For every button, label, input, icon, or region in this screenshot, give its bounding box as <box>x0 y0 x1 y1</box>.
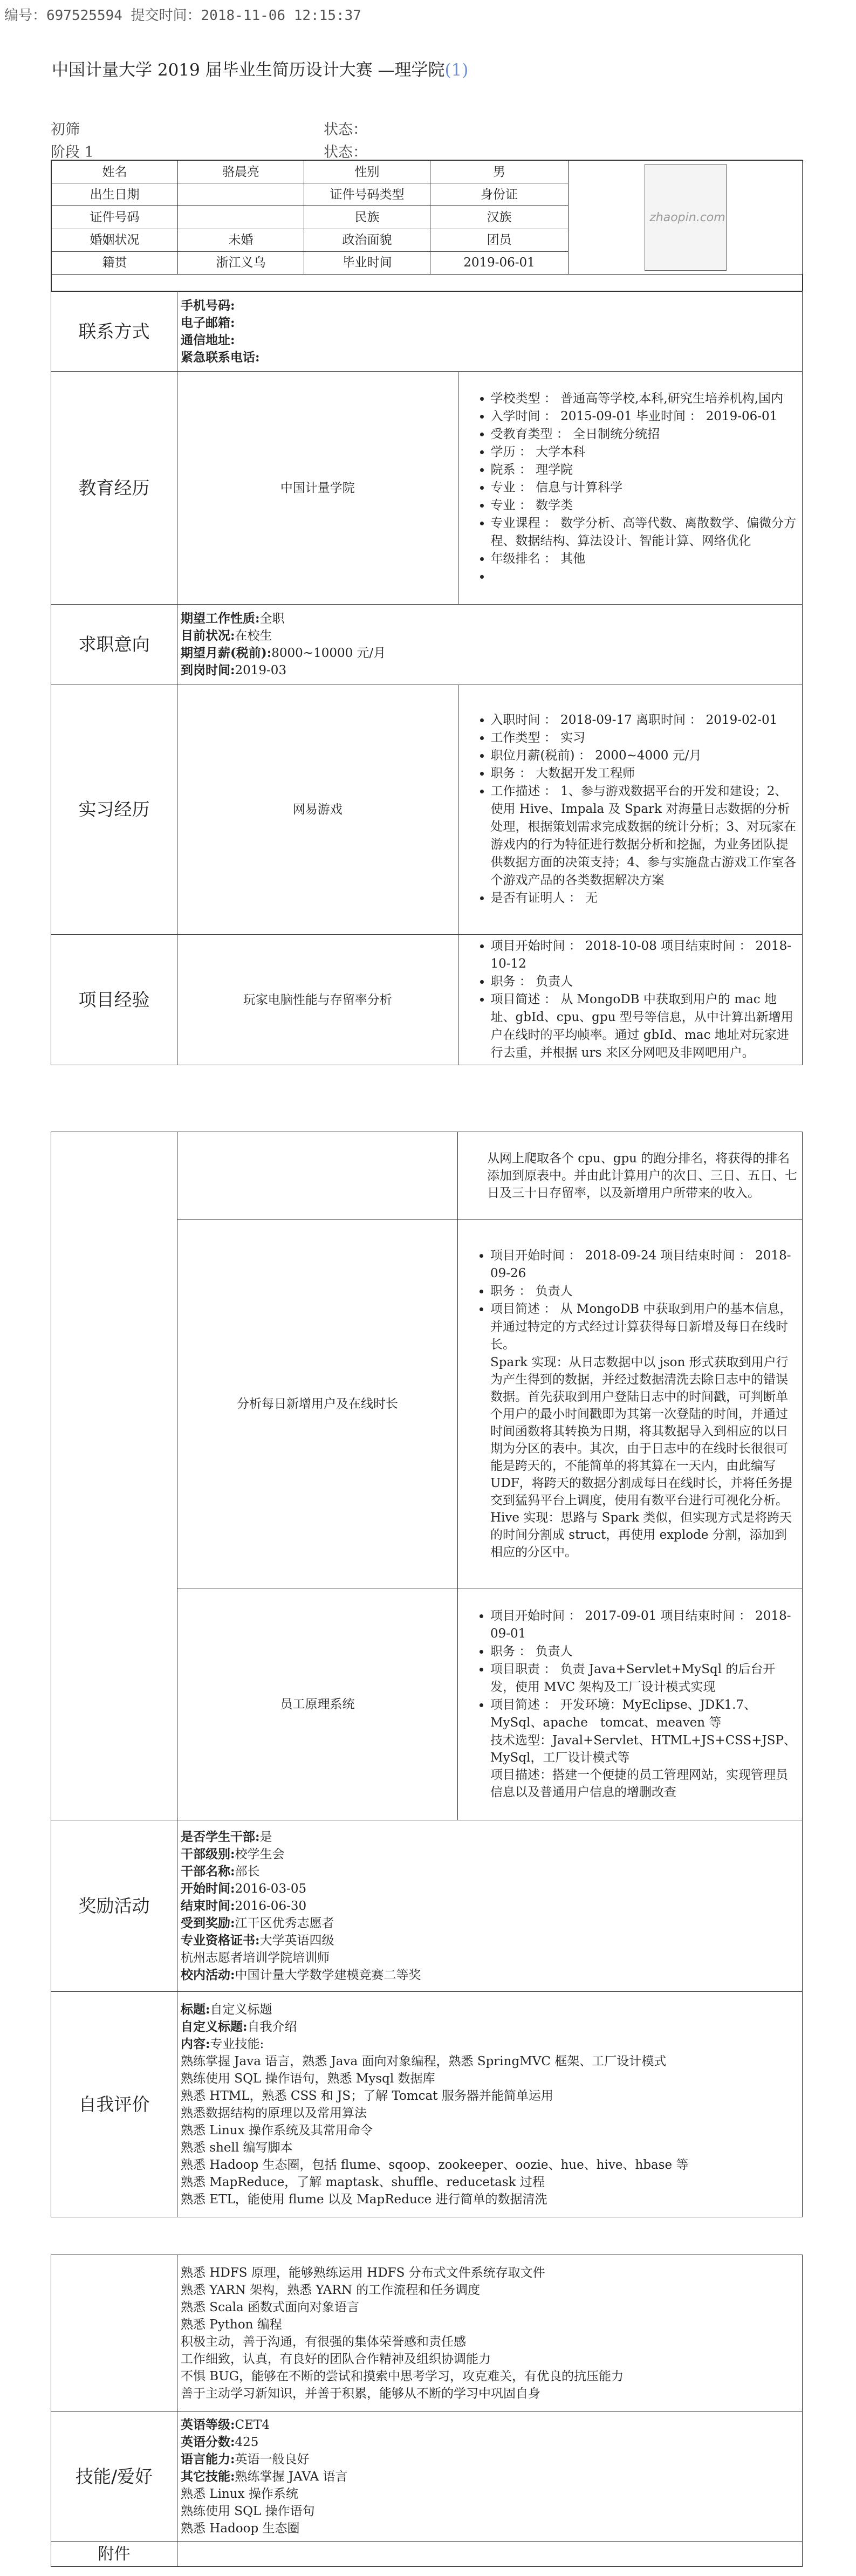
project1-details <box>458 935 803 1065</box>
photo-cell <box>569 161 803 275</box>
birth-label: 出生日期 <box>52 183 178 206</box>
skills-header: 技能/爱好 <box>51 2411 177 2542</box>
photo-watermark: zhaopin.com <box>649 211 725 224</box>
marriage-value: 未婚 <box>178 229 304 251</box>
project3-item: • 职务 ： 负责人 <box>490 1643 799 1661</box>
skill-value: CET4 <box>235 2417 270 2432</box>
project1-item: • 项目简述 ： 从 MongoDB 中获取到用户的 mac 地址、gbId、cpu、gpu 型号等信息，从中计算出新增用户在线时的平均帧率。通过 gbId、mac 地址对玩家进行去重，并根据 urs 来区分网吧及非网吧用户。 <box>491 991 800 1062</box>
submission-meta: 编号：697525594 提交时间：2018-11-06 12:15:37 <box>4 8 361 24</box>
intent-value: 全职 <box>259 611 285 626</box>
self-value: 熟悉 Hadoop 生态圈，包括 flume、sqoop、zookeeper、oozie、hue、hive、hbase 等 <box>181 2157 689 2172</box>
self-cont-line: 熟悉 Python 编程 <box>181 2317 282 2332</box>
resume-table-final <box>51 2255 803 2567</box>
self-cont-line: 熟悉 Scala 函数式面向对象语言 <box>181 2300 360 2314</box>
award-label: 开始时间: <box>181 1881 235 1896</box>
intern-item: • 职务 ： 大数据开发工程师 <box>491 765 800 783</box>
intent-label: 目前状况: <box>181 628 235 643</box>
project3-extra-para: 项目描述：搭建一个便捷的员工管理网站，实现管理员信息以及普通用户信息的增删改查 <box>490 1768 788 1799</box>
self-eval-continued <box>177 2255 803 2411</box>
projects-header-cont <box>51 1132 177 1820</box>
project1-name-cont <box>177 1132 458 1220</box>
politics-value: 团员 <box>430 229 569 251</box>
attachment-cell <box>177 2542 803 2567</box>
contact-address: 通信地址: <box>181 332 235 347</box>
intern-item: • 入职时间 ： 2018-09-17 离职时间 ： 2019-02-01 <box>491 711 800 729</box>
intent-header: 求职意向 <box>51 605 177 684</box>
grad-value: 2019-06-01 <box>430 251 569 274</box>
project3-extra-para: 技术选型：Javal+Servlet、HTML+JS+CSS+JSP、MySql，工厂设计模式等 <box>490 1734 797 1765</box>
project1-item: • 职务 ： 负责人 <box>491 973 800 991</box>
intent-value: 8000~10000 元/月 <box>271 646 386 660</box>
status-label-1: 状态： <box>324 121 367 138</box>
award-label: 干部级别: <box>181 1846 235 1861</box>
self-value: 熟悉 ETL，能使用 flume 以及 MapReduce 进行简单的数据清洗 <box>181 2192 547 2207</box>
awards-block <box>177 1820 803 1992</box>
edu-item: • 专业课程 ： 数学分析、高等代数、离散数学、偏微分方程、数据结构、算法设计、智能计算、网络优化 <box>491 515 800 550</box>
status-label-2: 状态： <box>324 144 367 161</box>
self-cont-line: 工作细致，认真，有良好的团队合作精神及组织协调能力 <box>181 2352 491 2366</box>
project1-item: • 项目开始时间 ： 2018-10-08 项目结束时间 ： 2018-10-12 <box>491 937 800 973</box>
award-value: 是 <box>259 1830 272 1844</box>
grad-label: 毕业时间 <box>304 251 430 274</box>
self-value: 熟悉 Linux 操作系统及其常用命令 <box>181 2123 373 2137</box>
politics-label: 政治面貌 <box>304 229 430 251</box>
award-label: 受到奖励: <box>181 1915 235 1930</box>
project1-inner <box>177 935 803 1065</box>
idtype-value: 身份证 <box>430 183 569 206</box>
contact-block <box>177 292 803 372</box>
self-eval-header: 自我评价 <box>51 1992 177 2217</box>
stage-label-2: 阶段 1 <box>51 144 94 161</box>
skill-value: 熟练掌握 JAVA 语言 <box>235 2469 348 2484</box>
project2-item: • 职务 ： 负责人 <box>490 1283 799 1300</box>
stage-label-1: 初筛 <box>51 121 80 138</box>
self-eval-block <box>177 1992 803 2217</box>
page-title <box>52 56 468 80</box>
intent-value: 在校生 <box>235 628 272 643</box>
attachment-header: 附件 <box>51 2542 177 2567</box>
nation-value: 汉族 <box>430 206 569 229</box>
self-label: 标题: <box>181 2002 210 2017</box>
skills-block <box>177 2411 803 2542</box>
internship-details <box>458 685 803 934</box>
self-cont-line: 积极主动，善于沟通，有很强的集体荣誉感和责任感 <box>181 2334 466 2349</box>
edu-item: • 专业 ： 信息与计算科学 <box>491 479 800 497</box>
project3-item: • 项目简述 ： 开发环境：MyEclipse、JDK1.7、MySql、apache tomcat、meaven 等 <box>490 1696 799 1732</box>
contact-emergency: 紧急联系电话: <box>181 350 260 365</box>
basic-info-table <box>51 160 803 291</box>
name-value: 骆晨亮 <box>178 161 304 183</box>
education-inner <box>177 372 803 604</box>
self-cont-line: 熟悉 YARN 架构，熟悉 YARN 的工作流程和任务调度 <box>181 2283 481 2297</box>
self-value: 熟练掌握 Java 语言，熟悉 Java 面向对象编程，熟悉 SpringMVC 框架、工厂设计模式 <box>181 2054 667 2068</box>
project1-continued <box>458 1132 803 1220</box>
title-text: 中国计量大学 2019 届毕业生简历设计大赛 —理学院 <box>52 60 445 80</box>
self-eval-header-cont <box>51 2255 177 2411</box>
project2-details <box>458 1220 803 1588</box>
project3-item: • 项目职责 ： 负责 Java+Servlet+MySql 的后台开发，使用 MVC 架构及工厂设计模式实现 <box>490 1661 799 1696</box>
resume-table-main <box>51 160 803 1065</box>
self-label: 内容: <box>181 2036 210 2051</box>
skill-value: 熟练使用 SQL 操作语句 <box>181 2504 315 2518</box>
id-label: 证件号码 <box>52 206 178 229</box>
id-value <box>178 206 304 229</box>
award-label: 校内活动: <box>181 1967 235 1982</box>
birth-value <box>178 183 304 206</box>
self-value: 自定义标题 <box>210 2002 272 2017</box>
self-value: 专业技能: <box>210 2037 264 2051</box>
self-cont-line: 熟悉 HDFS 原理，能够熟练运用 HDFS 分布式文件系统存取文件 <box>181 2265 545 2280</box>
project3-extra <box>461 1732 799 1801</box>
award-value: 杭州志愿者培训学院培训师 <box>181 1950 330 1965</box>
intern-item: • 工作描述 ： 1、参与游戏数据平台的开发和建设；2、使用 Hive、Impala 及 Spark 对海量日志数据的分析处理，根据策划需求完成数据的统计分析；3、对玩家在游戏内的行为特征进行数据分析和挖掘，为业务团队提供数据方面的决策支持；4、参与实施盘古游戏工作室各个游戏产品的各类数据解决方案 <box>491 783 800 889</box>
photo-placeholder <box>645 164 727 271</box>
project3-item: • 项目开始时间 ： 2017-09-01 项目结束时间 ： 2018-09-01 <box>490 1607 799 1643</box>
native-value: 浙江义乌 <box>178 251 304 274</box>
gender-label: 性别 <box>304 161 430 183</box>
education-details <box>458 372 803 604</box>
edu-item: • 入学时间 ： 2015-09-01 毕业时间 ： 2019-06-01 <box>491 408 800 426</box>
skill-value: 熟悉 Hadoop 生态圈 <box>181 2521 300 2536</box>
self-value: 熟悉 HTML，熟悉 CSS 和 JS；了解 Tomcat 服务器并能简单运用 <box>181 2088 553 2103</box>
edu-item: • 学校类型 ： 普通高等学校,本科,研究生培养机构,国内 <box>491 390 800 408</box>
self-value: 自我介绍 <box>247 2019 297 2034</box>
idtype-label: 证件号码类型 <box>304 183 430 206</box>
edu-item: • 受教育类型 ： 全日制统分统招 <box>491 426 800 443</box>
project3-name: 员工原理系统 <box>177 1588 458 1820</box>
internship-company: 网易游戏 <box>177 685 458 934</box>
marriage-label: 婚姻状况 <box>52 229 178 251</box>
internship-header: 实习经历 <box>51 684 177 935</box>
edu-item: • 专业 ： 数学类 <box>491 497 800 515</box>
edu-item: • 院系 ： 理学院 <box>491 461 800 479</box>
award-label: 专业资格证书: <box>181 1933 260 1948</box>
skill-label: 英语等级: <box>181 2417 235 2432</box>
internship-inner <box>177 685 803 934</box>
awards-header: 奖励活动 <box>51 1820 177 1992</box>
edu-item: • 年级排名 ： 其他 <box>491 550 800 568</box>
education-header: 教育经历 <box>51 372 177 605</box>
title-link[interactable]: (1) <box>444 60 469 80</box>
contact-phone: 手机号码: <box>181 298 235 313</box>
intern-item: • 职位月薪(税前) ： 2000~4000 元/月 <box>491 747 800 765</box>
project2-item: • 项目开始时间 ： 2018-09-24 项目结束时间 ： 2018-09-26 <box>490 1247 799 1283</box>
skill-value: 熟悉 Linux 操作系统 <box>181 2486 298 2501</box>
self-value: 熟悉 shell 编写脚本 <box>181 2140 293 2155</box>
contact-email: 电子邮箱: <box>181 315 235 330</box>
self-value: 熟悉数据结构的原理以及常用算法 <box>181 2106 367 2120</box>
intent-block <box>177 605 803 684</box>
intent-value: 2019-03 <box>235 663 287 677</box>
intern-item: • 是否有证明人 ： 无 <box>491 889 800 907</box>
award-label: 结束时间: <box>181 1898 235 1913</box>
native-label: 籍贯 <box>52 251 178 274</box>
self-cont-line: 善于主动学习新知识，并善于积累，能够从不断的学习中巩固自身 <box>181 2386 540 2401</box>
resume-table-continued <box>51 1132 803 2217</box>
projects-header: 项目经验 <box>51 935 177 1065</box>
intern-item: • 工作类型 ： 实习 <box>491 729 800 747</box>
self-label: 自定义标题: <box>181 2019 248 2034</box>
skill-value: 425 <box>235 2435 259 2449</box>
award-label: 干部名称: <box>181 1864 235 1879</box>
skill-value: 英语一般良好 <box>235 2452 310 2467</box>
skill-label: 语言能力: <box>181 2451 235 2467</box>
project2-extra-para: Spark 实现：从日志数据中以 json 形式获取到用户行为产生得到的数据，并经过数据清洗去除日志中的错误数据。首先获取到用户登陆日志中的时间戳，可判断单个用户的最小时间戳即为其第一次登陆的时间，并通过时间函数将其转换为日期，将其数据导入到相应的以日期为分区的表中。其次，由于日志中的在线时长很很可能是跨天的，不能简单的将其算在一天内，由此编写 UDF，将跨天的数据分割成每日在线时长，并将任务提交到猛犸平台上调度，使用有数平台进行可视化分析。 <box>490 1355 792 1508</box>
project3-details <box>458 1588 803 1820</box>
award-value: 2016-03-05 <box>235 1881 307 1896</box>
award-value: 校学生会 <box>235 1847 285 1861</box>
gender-value: 男 <box>430 161 569 183</box>
project1-cont-text: 从网上爬取各个 cpu、gpu 的跑分排名，将获得的排名添加到原表中。并由此计算用户的次日、三日、五日、七日及三十日存留率，以及新增用户所带来的收入。 <box>487 1151 797 1200</box>
edu-item <box>491 568 800 586</box>
contact-header: 联系方式 <box>51 292 177 372</box>
project2-name: 分析每日新增用户及在线时长 <box>177 1220 458 1588</box>
project2-item: • 项目简述 ： 从 MongoDB 中获取到用户的基本信息，并通过特定的方式经过计算获得每日新增及每日在线时长。 <box>490 1300 799 1354</box>
intent-label: 到岗时间: <box>181 662 235 677</box>
award-value: 中国计量大学数学建模竞赛二等奖 <box>235 1968 421 1982</box>
award-value: 部长 <box>235 1864 260 1879</box>
nation-label: 民族 <box>304 206 430 229</box>
skill-label: 其它技能: <box>181 2469 235 2484</box>
award-value: 江干区优秀志愿者 <box>235 1916 334 1930</box>
project2-extra <box>461 1354 799 1561</box>
award-value: 2016-06-30 <box>235 1899 307 1913</box>
award-label: 是否学生干部: <box>181 1829 260 1844</box>
award-value: 大学英语四级 <box>259 1933 334 1948</box>
project1-name: 玩家电脑性能与存留率分析 <box>177 935 458 1065</box>
name-label: 姓名 <box>52 161 178 183</box>
self-value: 熟悉 MapReduce，了解 maptask、shuffle、reducetask 过程 <box>181 2175 545 2189</box>
self-cont-line: 不惧 BUG，能够在不断的尝试和摸索中思考学习，攻克难关，有优良的抗压能力 <box>181 2369 624 2383</box>
skill-label: 英语分数: <box>181 2434 235 2449</box>
education-school: 中国计量学院 <box>177 372 458 604</box>
project2-extra-para: Hive 实现：思路与 Spark 类似，但实现方式是将跨天的时间分割成 struct，再使用 explode 分割，添加到相应的分区中。 <box>490 1510 792 1559</box>
edu-item: • 学历 ： 大学本科 <box>491 443 800 461</box>
intent-label: 期望月薪(税前): <box>181 645 272 660</box>
self-value: 熟练使用 SQL 操作语句，熟悉 Mysql 数据库 <box>181 2071 435 2086</box>
intent-label: 期望工作性质: <box>181 611 260 626</box>
